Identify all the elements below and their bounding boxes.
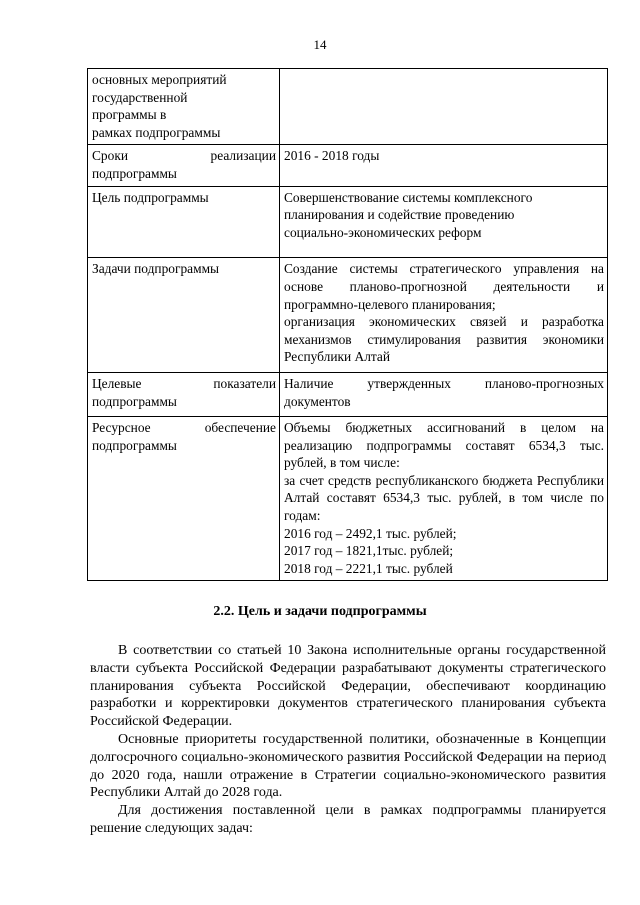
row-value-cell [280, 145, 608, 186]
label-line: подпрограммы [92, 393, 177, 409]
row-label-cell [88, 258, 280, 373]
row-value-cell [280, 258, 608, 373]
value-text: 2018 год – 2221,1 тыс. рублей [284, 560, 453, 576]
label-line: основных мероприятий [92, 72, 227, 87]
value-text: планирования и содействие проведению [284, 207, 515, 223]
label-line: Целевые показатели [92, 375, 276, 391]
label-line: Сроки реализации [92, 148, 276, 164]
table-row [88, 258, 608, 373]
paragraph: В соответствии со статьей 10 Закона исполнительные органы государственной власти субъекта Российской Федерации разрабатывают документы стратегического планирования субъекта Российской Федерации, обеспечивают координацию разработки и корректировки документов стратегического планирования субъекта Российской Федерации. [90, 643, 606, 730]
value-text: Объемы бюджетных ассигнований в целом на реализацию подпрограммы составят 6534,3 тыс. рублей, в том числе: [284, 420, 604, 471]
label-line: подпрограммы [92, 165, 177, 181]
row-value-cell [280, 186, 608, 258]
table-row [88, 372, 608, 416]
page-number: 14 [313, 37, 327, 52]
table-row [88, 417, 608, 581]
value-text: Создание системы стратегического управления на основе планово-прогнозной деятельности и программно-целевого планирования; [284, 261, 604, 312]
row-label-cell [88, 186, 280, 258]
label-line: рамках подпрограммы [92, 124, 221, 140]
value-text: Наличие утвержденных планово-прогнозных документов [284, 375, 604, 409]
value-text: социально-экономических реформ [284, 224, 482, 240]
body-text [90, 642, 606, 838]
row-value-cell [280, 417, 608, 581]
value-text: за счет средств республиканского бюджета Республики Алтай составят 6534,3 тыс. рублей, в том числе по годам: [284, 472, 604, 524]
label-line: Задачи подпрограммы [92, 261, 220, 277]
label-line: государственной [92, 89, 188, 105]
row-label-cell [88, 417, 280, 581]
subprogram-passport-table [87, 68, 608, 581]
row-label-cell [88, 372, 280, 416]
label-line: подпрограммы [92, 437, 177, 453]
value-text: 2017 год – 1821,1тыс. рублей; [284, 543, 454, 559]
table-row [88, 69, 608, 145]
row-value-cell [280, 372, 608, 416]
table-row [88, 145, 608, 186]
row-label-cell [88, 69, 280, 145]
value-text: 2016 - 2018 годы [284, 148, 380, 164]
row-value-cell [280, 69, 608, 145]
row-label-cell [88, 145, 280, 186]
section-heading: 2.2. Цель и задачи подпрограммы [213, 604, 427, 619]
label-line: программы в [92, 107, 167, 123]
table-row [88, 186, 608, 258]
label-line: Ресурсное обеспечение [92, 420, 276, 436]
paragraph: Основные приоритеты государственной политики, обозначенные в Концепции долгосрочного социально-экономического развития Российской Федерации на период до 2020 года, нашли отражение в Стратегии социально-экономического развития Республики Алтай до 2028 года. [90, 731, 606, 801]
value-text: Совершенствование системы комплексного [284, 189, 533, 205]
label-line: Цель подпрограммы [92, 189, 209, 205]
value-text: 2016 год – 2492,1 тыс. рублей; [284, 525, 457, 541]
paragraph: Для достижения поставленной цели в рамках подпрограммы планируется решение следующих задач: [90, 803, 606, 836]
value-text: организация экономических связей и разработка механизмов стимулирования развития экономики Республики Алтай [284, 314, 604, 365]
